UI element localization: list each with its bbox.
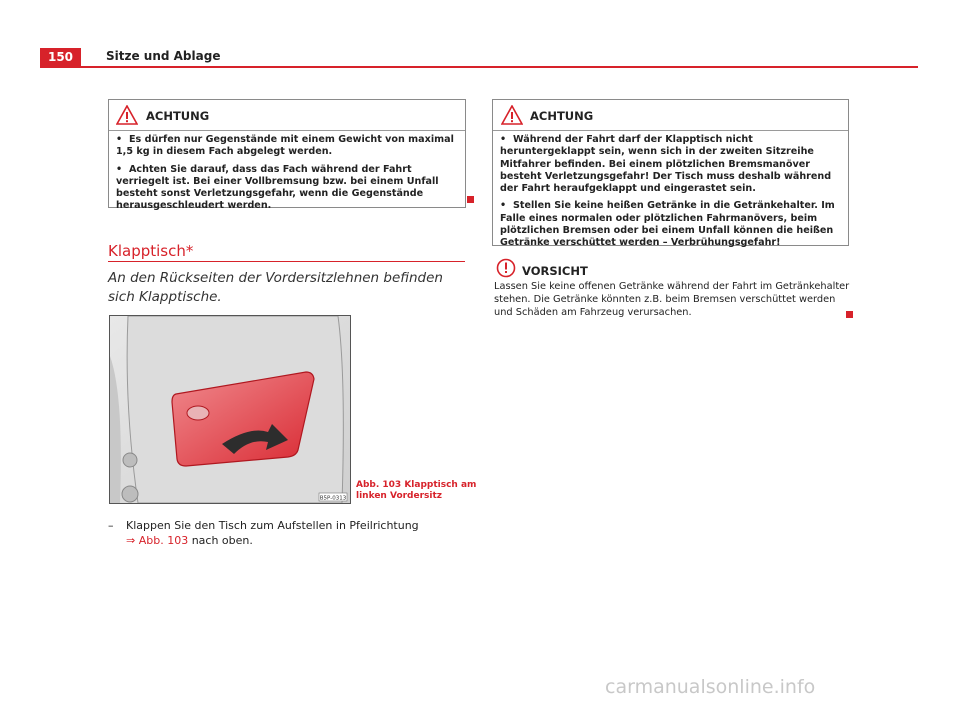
intro-text: An den Rückseiten der Vordersitzlehnen befinden sich Klapptische. (108, 270, 443, 305)
step-tail: nach oben. (188, 534, 253, 547)
warning-title: ACHTUNG (146, 109, 210, 123)
step-dash: – (108, 519, 114, 532)
instruction-step (108, 518, 458, 548)
caution-title: VORSICHT (522, 264, 588, 278)
warning-box-left (108, 99, 466, 212)
seat-back-illustration (110, 316, 350, 503)
section-end-mark (467, 196, 474, 203)
caption-line: linken Vordersitz (356, 491, 443, 501)
warning-box-right (492, 99, 849, 249)
warning-header (109, 100, 465, 131)
warning-header (493, 100, 848, 131)
figure-caption (356, 480, 476, 502)
watermark: carmanualsonline.info (605, 676, 816, 698)
figure-reference-link[interactable]: ⇒ Abb. 103 (126, 534, 189, 547)
bullet: • (500, 134, 507, 145)
warning-item: • Es dürfen nur Gegenstände mit einem Gewicht von maximal 1,5 kg in diesem Fach abgelegt werden. (116, 134, 454, 158)
section-heading: Klapptisch* (108, 242, 194, 260)
caution-circle-icon (496, 258, 516, 278)
warning-item: • Während der Fahrt darf der Klapptisch nicht heruntergeklappt sein, wenn sich in der zweiten Sitzreihe Mitfahrer befinden. Bei einem plötzlichen Bremsmanöver besteht Verletzungsgefahr! Der Tisch muss deshalb während der Fahrt heraufgeklappt und eingerastet sein. (500, 134, 832, 195)
warning-title: ACHTUNG (530, 109, 594, 123)
heading-rule (108, 261, 465, 262)
bullet: • (500, 200, 507, 212)
caution-text: Lassen Sie keine offenen Getränke während der Fahrt im Getränkehalter stehen. Die Getränke könnten z.B. beim Bremsen verschüttet werden und Schäden am Fahrzeug verursachen. (494, 281, 850, 319)
page-number: 150 (40, 48, 81, 66)
warning-item: • Achten Sie darauf, dass das Fach während der Fahrt verriegelt ist. Bei einer Vollbremsung bzw. bei einem Unfall besteht sonst Verletzungsgefahr, wenn die Gegenstände herausgeschleudert werden. (116, 163, 439, 212)
bullet: • (116, 134, 123, 145)
warning-item: • Stellen Sie keine heißen Getränke in die Getränkehalter. Im Falle eines normalen oder plötzlichen Fahrmanövers, beim plötzlichen Bremsen oder bei einem Unfall können die heißen Getränke verschüttet werden – Verbrühungsgefahr! (500, 200, 835, 249)
step-text: Klappen Sie den Tisch zum Aufstellen in Pfeilrichtung (126, 519, 419, 532)
section-end-mark (846, 311, 853, 318)
caption-line: Abb. 103 Klapptisch am (356, 480, 477, 490)
section-title: Sitze und Ablage (106, 49, 221, 63)
figure-code: B5P-0313 (319, 495, 347, 502)
figure-klapptisch (109, 315, 351, 504)
warning-triangle-icon (501, 105, 523, 125)
warning-triangle-icon (116, 105, 138, 125)
bullet: • (116, 163, 123, 175)
header-rule (40, 66, 918, 68)
